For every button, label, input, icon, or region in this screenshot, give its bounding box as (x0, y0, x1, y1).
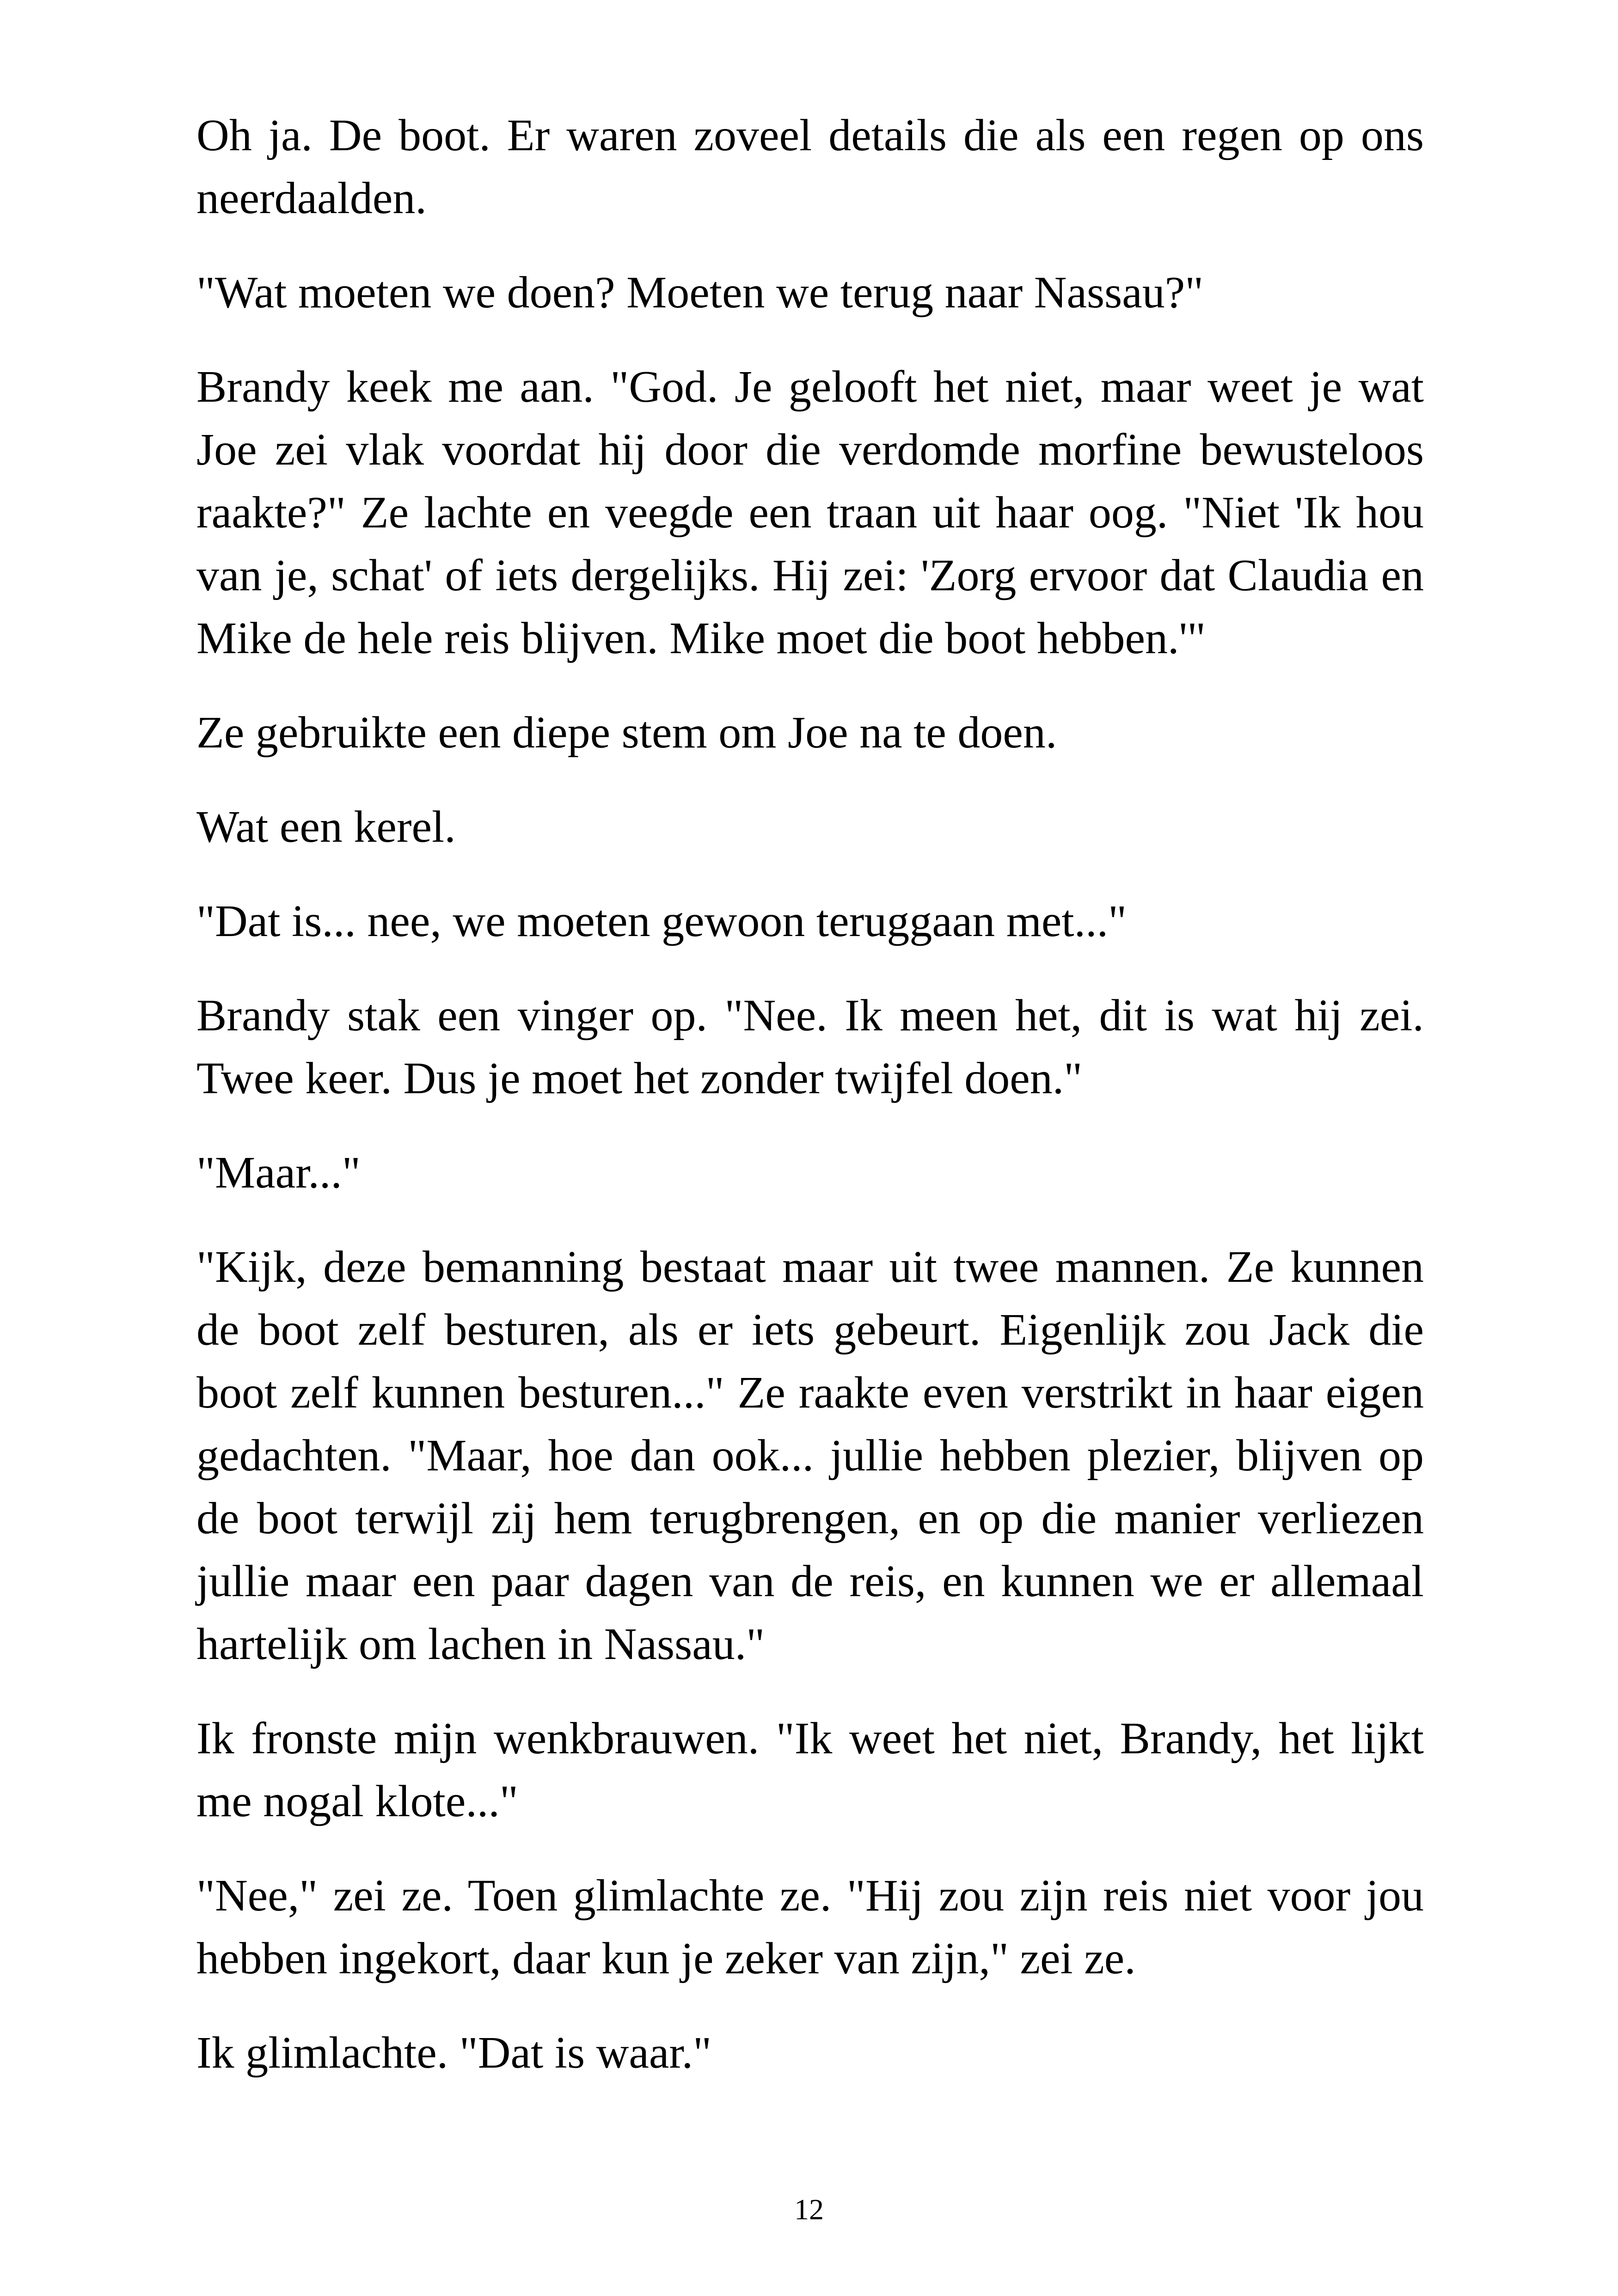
paragraph: "Maar..." (196, 1148, 361, 1198)
paragraph: "Dat is... nee, we moeten gewoon teruggaan met..." (196, 896, 1127, 946)
paragraph: Brandy keek me aan. "God. Je gelooft het niet, maar weet je wat Joe zei vlak voordat hij door die verdomde morfine bewusteloos raakte?" Ze lachte en veegde een traan uit haar oog. "Niet 'Ik hou van je, schat' of iets dergelijks. Hij zei: 'Zorg ervoor dat Claudia en Mike de hele reis blijven. Mike moet die boot hebben.'" (196, 362, 1424, 663)
paragraph: Brandy stak een vinger op. "Nee. Ik meen het, dit is wat hij zei. Twee keer. Dus je moet het zonder twijfel doen." (196, 991, 1424, 1103)
paragraph: Ik glimlachte. "Dat is waar." (196, 2028, 712, 2078)
paragraph: "Kijk, deze bemanning bestaat maar uit twee mannen. Ze kunnen de boot zelf besturen, als er iets gebeurt. Eigenlijk zou Jack die boot zelf kunnen besturen..." Ze raakte even verstrikt in haar eigen gedachten. "Maar, hoe dan ook... jullie hebben plezier, blijven op de boot terwijl zij hem terugbrengen, en op die manier verliezen jullie maar een paar dagen van de reis, en kunnen we er allemaal hartelijk om lachen in Nassau." (196, 1242, 1424, 1669)
paragraph: "Nee," zei ze. Toen glimlachte ze. "Hij zou zijn reis niet voor jou hebben ingekort, daar kun je zeker van zijn," zei ze. (196, 1871, 1424, 1984)
paragraph: Wat een kerel. (196, 802, 456, 852)
body-text (196, 104, 1424, 2116)
paragraph: "Wat moeten we doen? Moeten we terug naar Nassau?" (196, 268, 1204, 318)
paragraph: Ze gebruikte een diepe stem om Joe na te doen. (196, 708, 1057, 758)
paragraph: Oh ja. De boot. Er waren zoveel details die als een regen op ons neerdaalden. (196, 110, 1424, 223)
paragraph: Ik fronste mijn wenkbrauwen. "Ik weet het niet, Brandy, het lijkt me nogal klote..." (196, 1714, 1424, 1826)
page-number: 12 (794, 2193, 824, 2226)
